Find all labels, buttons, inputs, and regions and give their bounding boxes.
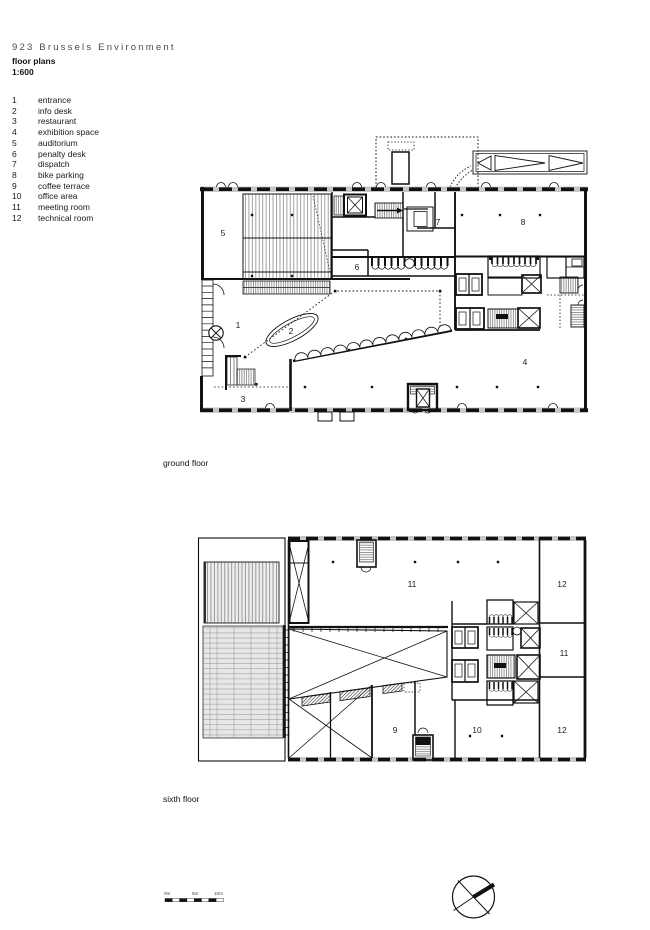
sixth-bottom-stair <box>413 728 433 760</box>
room-label-penalty-desk: 6 <box>354 262 360 272</box>
room-label-meeting-top: 11 <box>407 579 417 589</box>
legend-label: dispatch <box>38 159 70 170</box>
sixth-column-dots <box>332 561 503 737</box>
sheet-scale: 1:600 <box>12 66 34 77</box>
roof-appendage <box>376 137 478 188</box>
legend-number: 2 <box>12 105 17 116</box>
legend-label: entrance <box>38 95 72 105</box>
room-label-dispatch: 7 <box>435 217 441 227</box>
legend-number: 1 <box>12 95 17 105</box>
north-arrow-icon <box>453 876 495 918</box>
sixth-top-stair <box>357 540 376 572</box>
legend-number: 3 <box>12 116 17 127</box>
room-label-exhibition: 4 <box>522 357 528 367</box>
legend-label: info desk <box>38 105 73 116</box>
legend-label: office area <box>38 191 78 202</box>
service-core-right <box>455 256 586 330</box>
legend-label: technical room <box>38 212 94 223</box>
sheet-subtitle: floor plans <box>12 56 56 66</box>
room-label-technical-bottom: 12 <box>557 725 567 735</box>
room-label-auditorium: 5 <box>220 228 226 238</box>
legend-number: 9 <box>12 180 17 191</box>
room-label-info-desk: 2 <box>288 326 294 336</box>
ground-floor-caption: ground floor <box>163 458 209 468</box>
legend-label: auditorium <box>38 137 78 148</box>
room-label-meeting-right: 11 <box>559 648 569 658</box>
sixth-service-core <box>452 537 540 758</box>
legend-number: 7 <box>12 159 17 170</box>
scale-label-0m: 0m <box>164 891 171 896</box>
scale-label-5m: 5m <box>192 891 199 896</box>
ground-floor-plan <box>200 137 588 421</box>
legend-label: coffee terrace <box>38 180 90 191</box>
room-label-technical-top: 12 <box>557 579 567 589</box>
scale-label-10m: 10m <box>214 891 223 896</box>
legend-number: 12 <box>12 212 22 223</box>
scale-bar <box>164 891 223 902</box>
legend-label: restaurant <box>38 116 77 127</box>
room-label-bike-parking: 8 <box>520 217 526 227</box>
sixth-floor-plan <box>199 536 587 762</box>
entrance-hall <box>209 284 442 358</box>
legend-number: 10 <box>12 191 22 202</box>
legend-label: bike parking <box>38 169 84 180</box>
legend-number: 4 <box>12 127 17 138</box>
roof-terrace-left <box>199 538 290 761</box>
legend-number: 11 <box>12 202 21 213</box>
legend-label: penalty desk <box>38 148 86 159</box>
legend-number: 8 <box>12 169 17 180</box>
loading-dock <box>473 151 587 174</box>
central-core-rooms <box>332 192 455 330</box>
room-label-restaurant: 3 <box>240 394 246 404</box>
project-title: 923 Brussels Environment <box>12 42 176 53</box>
sixth-floor-caption: sixth floor <box>163 794 200 804</box>
escalator-shaft <box>290 541 309 623</box>
room-label-coffee-terrace: 9 <box>392 725 398 735</box>
exhibition-boundary <box>288 325 453 413</box>
room-label-entrance: 1 <box>235 320 241 330</box>
restaurant-stair <box>214 356 290 390</box>
legend-label: exhibition space <box>38 127 99 138</box>
legend-number: 6 <box>12 148 17 159</box>
legend-number: 5 <box>12 137 17 148</box>
room-label-office-area: 10 <box>472 725 482 735</box>
sixth-exterior-walls <box>288 536 586 762</box>
legend-label: meeting room <box>38 202 90 213</box>
